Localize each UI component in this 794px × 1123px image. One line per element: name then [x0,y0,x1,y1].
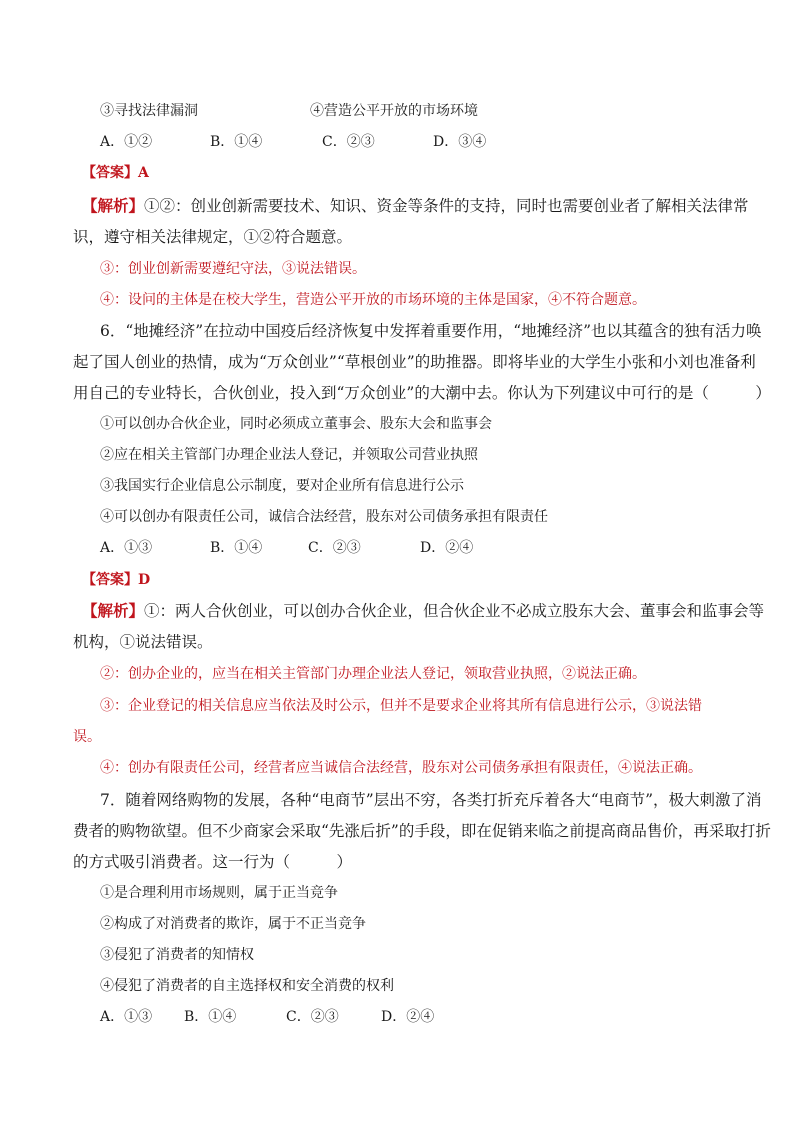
q6-option-b: B．①④ [210,540,263,556]
analysis-text: ①：两人合伙创业，可以创办合伙企业，但合伙企业不必成立股东大会、董事会和监事会等 [144,602,765,620]
q7-item-4: ④侵犯了消费者的自主选择权和安全消费的权利 [100,978,394,994]
q6-option-d: D．②④ [420,540,474,556]
q5-item-3: ③寻找法律漏洞 [100,103,198,119]
answer-value: D [138,572,151,588]
q6-analysis-line-5: 误。 [73,729,101,745]
q5-item-4: ④营造公平开放的市场环境 [310,103,478,119]
answer-label: 【答案】 [82,572,138,588]
q5-option-d: D．③④ [433,134,487,150]
q6-stem-line-1: 6．“地摊经济”在拉动中国疫后经济恢复中发挥着重要作用，“地摊经济”也以其蕴含的独有活力唤 [100,322,762,340]
q6-analysis-line-4: ③：企业登记的相关信息应当依法及时公示，但并不是要求企业将其所有信息进行公示，③说法错 [100,698,702,714]
q6-answer [82,570,150,590]
analysis-text: ①②：创业创新需要技术、知识、资金等条件的支持，同时也需要创业者了解相关法律常 [144,197,749,215]
q7-option-c: C．②③ [286,1009,339,1025]
q7-item-2: ②构成了对消费者的欺诈，属于不正当竞争 [100,916,366,932]
q5-analysis-line-3: ③：创业创新需要遵纪守法，③说法错误。 [100,261,366,277]
q6-item-1: ①可以创办合伙企业，同时必须成立董事会、股东大会和监事会 [100,416,492,432]
q7-item-3: ③侵犯了消费者的知情权 [100,947,254,963]
q5-analysis-line-1 [82,196,749,216]
q6-item-2: ②应在相关主管部门办理企业法人登记，并领取公司营业执照 [100,447,478,463]
q6-analysis-line-1 [82,601,764,621]
q6-item-4: ④可以创办有限责任公司，诚信合法经营，股东对公司债务承担有限责任 [100,509,548,525]
q5-answer [82,163,149,183]
q6-stem-line-2: 起了国人创业的热情，成为“万众创业”“草根创业”的助推器。即将毕业的大学生小张和小刘也准备利 [73,353,756,371]
q5-analysis-line-4: ④：设问的主体是在校大学生，营造公平开放的市场环境的主体是国家，④不符合题意。 [100,292,646,308]
q7-option-d: D．②④ [381,1009,435,1025]
q5-option-a: A．①② [100,134,153,150]
analysis-label: 【解析】 [82,601,145,620]
q6-option-c: C．②③ [308,540,361,556]
q7-option-a: A．①③ [100,1009,153,1025]
answer-label: 【答案】 [82,165,138,181]
q6-stem-line-3: 用自己的专业特长，合伙创业，投入到“万众创业”的大潮中去。你认为下列建议中可行的是（ ） [73,384,771,402]
q7-stem-line-1: 7．随着网络购物的发展，各种“电商节”层出不穷，各类打折充斥着各大“电商节”，极大刺激了消 [100,791,762,809]
q5-analysis-line-2: 识，遵守相关法律规定，①②符合题意。 [73,228,353,246]
q7-option-b: B．①④ [184,1009,237,1025]
answer-value: A [138,165,149,181]
q7-stem-line-3: 的方式吸引消费者。这一行为（ ） [73,853,353,871]
q6-option-a: A．①③ [100,540,153,556]
q5-option-b: B．①④ [210,134,263,150]
q6-analysis-line-2: 机构，①说法错误。 [73,633,213,651]
q6-analysis-line-3: ②：创办企业的，应当在相关主管部门办理企业法人登记，领取营业执照，②说法正确。 [100,666,646,682]
q6-analysis-line-6: ④：创办有限责任公司，经营者应当诚信合法经营，股东对公司债务承担有限责任，④说法正确。 [100,760,702,776]
q6-item-3: ③我国实行企业信息公示制度，要对企业所有信息进行公示 [100,478,464,494]
q7-item-1: ①是合理利用市场规则，属于正当竞争 [100,885,338,901]
q5-option-c: C．②③ [322,134,375,150]
analysis-label: 【解析】 [82,196,145,215]
q7-stem-line-2: 费者的购物欲望。但不少商家会采取“先涨后折”的手段，即在促销来临之前提高商品售价，再采取打折 [73,822,771,840]
